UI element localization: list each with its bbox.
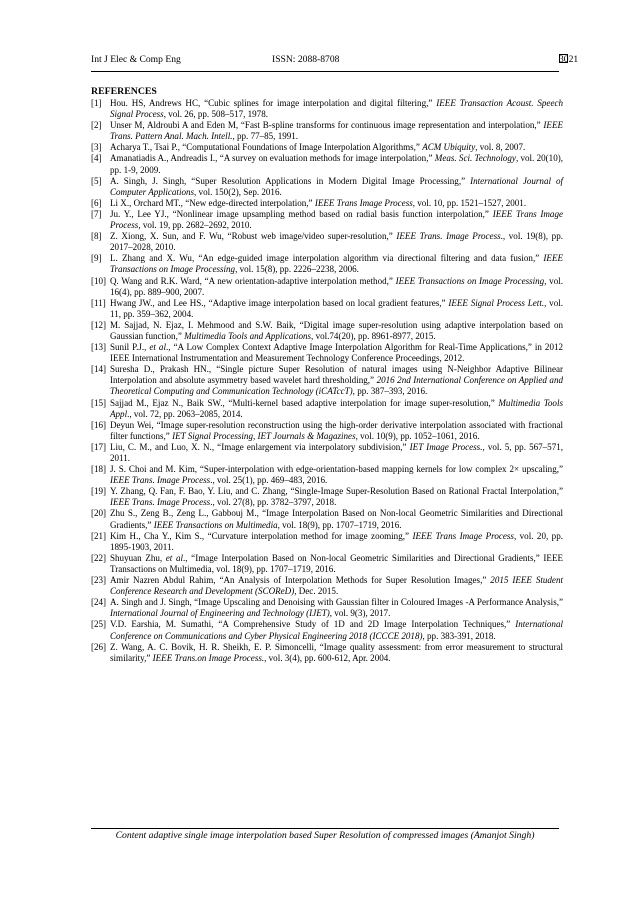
reference-text: Zhu S., Zeng B., Zeng L., Gabbouj M., “Image Interpolation Based on Non-local Geometric Similarities and Directional Gradients,”: [110, 508, 563, 530]
journal-name: Int J Elec & Comp Eng: [91, 54, 181, 65]
reference-item: [91, 619, 563, 641]
reference-number: [6]: [91, 197, 102, 208]
reference-item: [91, 198, 563, 209]
references-heading: REFERENCES: [91, 86, 157, 97]
reference-details: , vol. 8, 2007.: [475, 142, 526, 153]
reference-details: , Dec. 2015.: [294, 586, 339, 597]
reference-text: L. Zhang and X. Wu, “An edge-guided image interpolation algorithm via directional filtering and data fusion,”: [110, 253, 544, 264]
reference-text: Amir Nazren Abdul Rahim, “An Analysis of Interpolation Methods for Super Resolution Images,”: [110, 575, 491, 586]
reference-item: [91, 120, 563, 142]
reference-text: Li X., Orchard MT., “New edge-directed interpolation,”: [110, 197, 315, 208]
reference-venue: IET Signal Processing, IET Journals & Magazines: [172, 430, 356, 441]
reference-item: [91, 276, 563, 298]
reference-text: Deyun Wei, “Image super-resolution reconstruction using the high-order derivative interpolation associated with fractional filter functions,”: [110, 419, 563, 441]
reference-venue: IEEE Transaction Acoust. Speech Signal Process: [110, 98, 563, 120]
reference-venue: IEEE Transactions on Image Processing: [110, 253, 563, 275]
reference-item: [91, 142, 563, 153]
reference-venue: IEEE Trans. Pattern Anal. Mach. Intell.: [110, 120, 563, 142]
reference-details: ., vol. 19(8), pp. 2017–2028, 2010.: [110, 231, 563, 253]
reference-item: [91, 531, 563, 553]
reference-number: [4]: [91, 153, 102, 164]
reference-item: [91, 298, 563, 320]
reference-number: [8]: [91, 231, 102, 242]
reference-venue: Multimedia Tools and Applications: [184, 330, 312, 341]
reference-item: [91, 508, 563, 530]
reference-venue: IEEE Trans.on Image Process.: [152, 652, 265, 663]
reference-text: Kim H., Cha Y., Kim S., “Curvature interpolation method for image zooming,”: [110, 530, 413, 541]
reference-number: [10]: [91, 275, 107, 286]
page-footer: Content adaptive single image interpolation based Super Resolution of compressed images (Amanjot Singh): [115, 830, 535, 841]
reference-text: Y. Zhang, Q. Fan, F. Bao, Y. Liu, and C. Zhang, “Single-Image Super-Resolution Based on Rational Fractal Interpolation,”: [110, 486, 563, 497]
reference-details: , vol. 16(4), pp. 889–900, 2007.: [110, 275, 563, 297]
reference-venue: Meas. Sci. Technology: [434, 153, 516, 164]
reference-text: Suresha D., Prakash HN., “Single picture Super Resolution of natural images using N-Neighbor Adaptive Bilinear Interpolation and absolute asymmetry based wavelet hard thresholding,”: [110, 364, 563, 386]
reference-details: , vol. 5, pp. 567–571, 2011.: [110, 441, 563, 463]
reference-text: J. S. Choi and M. Kim, “Super-interpolation with edge-orientation-based mapping kernels for low complex 2× upscaling,”: [110, 464, 563, 475]
reference-number: [7]: [91, 208, 102, 219]
reference-number: [22]: [91, 552, 107, 563]
reference-venue: IEEE Trans. Image Process: [110, 475, 211, 486]
reference-number: [18]: [91, 464, 107, 475]
reference-number: [15]: [91, 397, 107, 408]
reference-number: [16]: [91, 419, 107, 430]
reference-item: [91, 231, 563, 253]
reference-venue: 2015 IEEE Student Conference Research and Development (SCOReD): [110, 575, 563, 597]
reference-text: M. Sajjad, N. Ejaz, I. Mehmood and S.W. Baik, “Digital image super-resolution using adaptive interpolation based on Gaussian function,”: [110, 319, 563, 341]
reference-venue: 2016 2nd International Conference on Applied and Theoretical Computing and Communication Technology (iCATccT): [110, 375, 564, 397]
reference-number: [17]: [91, 441, 107, 452]
reference-item: [91, 364, 563, 397]
reference-item: [91, 442, 563, 464]
reference-details: , vol. 18(9), pp. 1707–1719, 2016.: [277, 519, 402, 530]
reference-item: [91, 398, 563, 420]
reference-number: [11]: [91, 297, 106, 308]
reference-venue: IEEE Trans Image Process,: [314, 197, 416, 208]
reference-text: Liu, C. M., and Luo, X. N., “Image enlargement via interpolatory subdivision,”: [110, 441, 410, 452]
reference-details: ., “A Low Complex Context Adaptive Image Interpolation Algorithm for Real-Time Applications,” in 2012 IEEE International Instrumentation and Measurement Technology Conference Proceedings, 2012.: [110, 342, 564, 364]
reference-number: [26]: [91, 641, 107, 652]
reference-venue: IEEE Trans Image Process: [110, 208, 563, 231]
reference-number: [9]: [91, 253, 102, 264]
reference-details: vol. 10, pp. 1521–1527, 2001.: [415, 197, 527, 208]
reference-text: Hou. HS, Andrews HC, “Cubic splines for image interpolation and digital filtering,”: [110, 98, 437, 108]
reference-text: Z. Wang, A. C. Bovik, H. R. Sheikh, E. P. Simoncelli, “Image quality assessment: from error measurement to structural similarity,”: [110, 641, 563, 663]
reference-venue: IEEE Transactions on Multimedia: [153, 519, 278, 530]
reference-details: , vol. 11, pp. 359–362, 2004.: [110, 297, 563, 319]
reference-item: [91, 553, 563, 575]
reference-text: Amanatiadis A., Andreadis I., “A survey on evaluation methods for image interpolation,”: [110, 153, 435, 164]
reference-number: [2]: [91, 120, 102, 131]
reference-details: , pp. 383-391, 2018.: [422, 630, 496, 641]
reference-venue: et al: [165, 552, 184, 563]
reference-details: ., “Image Interpolation Based on Non-local Geometric Similarities and Directional Gradients,” IEEE Transactions on Multimedia, vol. 18(9), pp. 1707–1719, 2016.: [110, 552, 563, 574]
reference-details: , vol. 19, pp. 2682–2692, 2010.: [138, 220, 252, 231]
reference-venue: Multimedia Tools Appl: [110, 397, 563, 419]
reference-item: [91, 320, 563, 342]
reference-number: [5]: [91, 175, 102, 186]
reference-number: [19]: [91, 486, 107, 497]
reference-number: [25]: [91, 619, 107, 630]
reference-number: [20]: [91, 508, 107, 519]
references-list: [91, 98, 563, 664]
reference-venue: International Journal of Engineering and Technology (IJET): [110, 608, 330, 619]
reference-details: , vol. 15(8), pp. 2226–2238, 2006.: [235, 264, 359, 275]
reference-details: , vol. 26, pp. 508–517, 1978.: [163, 109, 268, 120]
reference-item: [91, 176, 563, 198]
reference-details: , pp. 387–393, 2016.: [352, 386, 428, 397]
reference-venue: IEEE Trans Image Process: [412, 530, 514, 541]
reference-text: Sajjad M., Ejaz N., Baik SW., “Multi-kernel based adaptive interpolation for image super-resolution,”: [110, 397, 499, 408]
reference-number: [24]: [91, 597, 107, 608]
reference-details: , vol. 150(2), Sep. 2016.: [194, 186, 282, 197]
reference-details: , vol. 20(10), pp. 1-9, 2009.: [110, 153, 563, 175]
reference-number: [12]: [91, 319, 107, 330]
reference-details: , vol.74(20), pp. 8961-8977, 2015.: [311, 330, 436, 341]
reference-venue: International Journal of Computer Applications: [110, 175, 564, 197]
reference-text: Z. Xiong, X. Sun, and F. Wu, “Robust web image/video super-resolution,”: [110, 231, 397, 242]
footer-rule: [91, 828, 559, 829]
header-rule: [91, 71, 559, 72]
reference-details: , vol. 3(4), pp. 600-612, Apr. 2004.: [264, 652, 391, 663]
reference-item: [91, 486, 563, 508]
reference-item: [91, 575, 563, 597]
reference-venue: et al: [149, 342, 166, 353]
reference-text: Ju. Y., Lee YJ., “Nonlinear image upsampling method based on radial basis function interpolation,”: [110, 208, 493, 219]
reference-item: [91, 464, 563, 486]
reference-details: , vol. 10(9), pp. 1052–1061, 2016.: [355, 430, 480, 441]
reference-item: [91, 642, 563, 664]
reference-text: Shuyuan Zhu,: [110, 552, 166, 563]
reference-number: [21]: [91, 530, 107, 541]
reference-details: , pp. 77–85, 1991.: [232, 131, 299, 142]
reference-item: [91, 209, 563, 231]
reference-details: ., vol. 72, pp. 2063–2085, 2014.: [127, 408, 243, 419]
reference-number: [14]: [91, 364, 107, 375]
reference-item: [91, 342, 563, 364]
reference-item: [91, 420, 563, 442]
reference-text: Q. Wang and R.K. Ward, “A new orientation-adaptive interpolation method,”: [110, 275, 396, 286]
reference-number: [1]: [91, 98, 102, 108]
reference-item: [91, 597, 563, 619]
reference-venue: International Conference on Communications and Cyber Physical Engineering 2018 (ICCCE 2018): [110, 619, 563, 641]
reference-text: Hwang JW., and Lee HS., “Adaptive image interpolation based on local gradient features,”: [110, 297, 449, 308]
reference-details: ., vol. 25(1), pp. 469–483, 2016.: [210, 475, 328, 486]
reference-details: , vol. 20, pp. 1895-1903, 2011.: [110, 530, 563, 552]
reference-text: Acharya T., Tsai P., “Computational Foundations of Image Interpolation Algorithms,”: [110, 142, 423, 153]
reference-venue: ACM Ubiquity: [422, 142, 476, 153]
reference-details: ., vol. 27(8), pp. 3782–3797, 2018.: [210, 497, 337, 508]
reference-venue: IEEE Trans. Image Process: [110, 497, 211, 508]
page-number-value: 3021: [559, 54, 579, 65]
reference-venue: IEEE Transactions on Image Processing: [395, 275, 545, 286]
reference-text: A. Singh and J. Singh, “Image Upscaling and Denoising with Gaussian filter in Coloured Images -A Performance Analysis,”: [110, 597, 563, 608]
issn: ISSN: 2088-8708: [272, 54, 340, 65]
reference-item: [91, 253, 563, 275]
reference-details: , vol. 9(3), 2017.: [329, 608, 391, 619]
reference-number: [3]: [91, 142, 102, 153]
reference-text: Sunil P.J.,: [110, 342, 150, 353]
reference-venue: IEEE Trans. Image Process: [396, 231, 501, 242]
reference-venue: IEEE Signal Process Lett.: [448, 297, 545, 308]
reference-text: V.D. Earshia, M. Sumathi, “A Comprehensive Study of 1D and 2D Image Interpolation Techniques,”: [110, 619, 516, 630]
reference-venue: IET Image Process.: [409, 441, 483, 452]
reference-text: A. Singh, J. Singh, “Super Resolution Applications in Modern Digital Image Processing,”: [110, 175, 471, 186]
reference-number: [23]: [91, 575, 107, 586]
reference-item: [91, 98, 563, 120]
reference-text: Unser M, Aldroubi A and Eden M, “Fast B-spline transforms for continuous image representation and interpolation,”: [110, 120, 544, 131]
page-header: [91, 54, 579, 70]
reference-number: [13]: [91, 342, 107, 353]
reference-item: [91, 153, 563, 175]
